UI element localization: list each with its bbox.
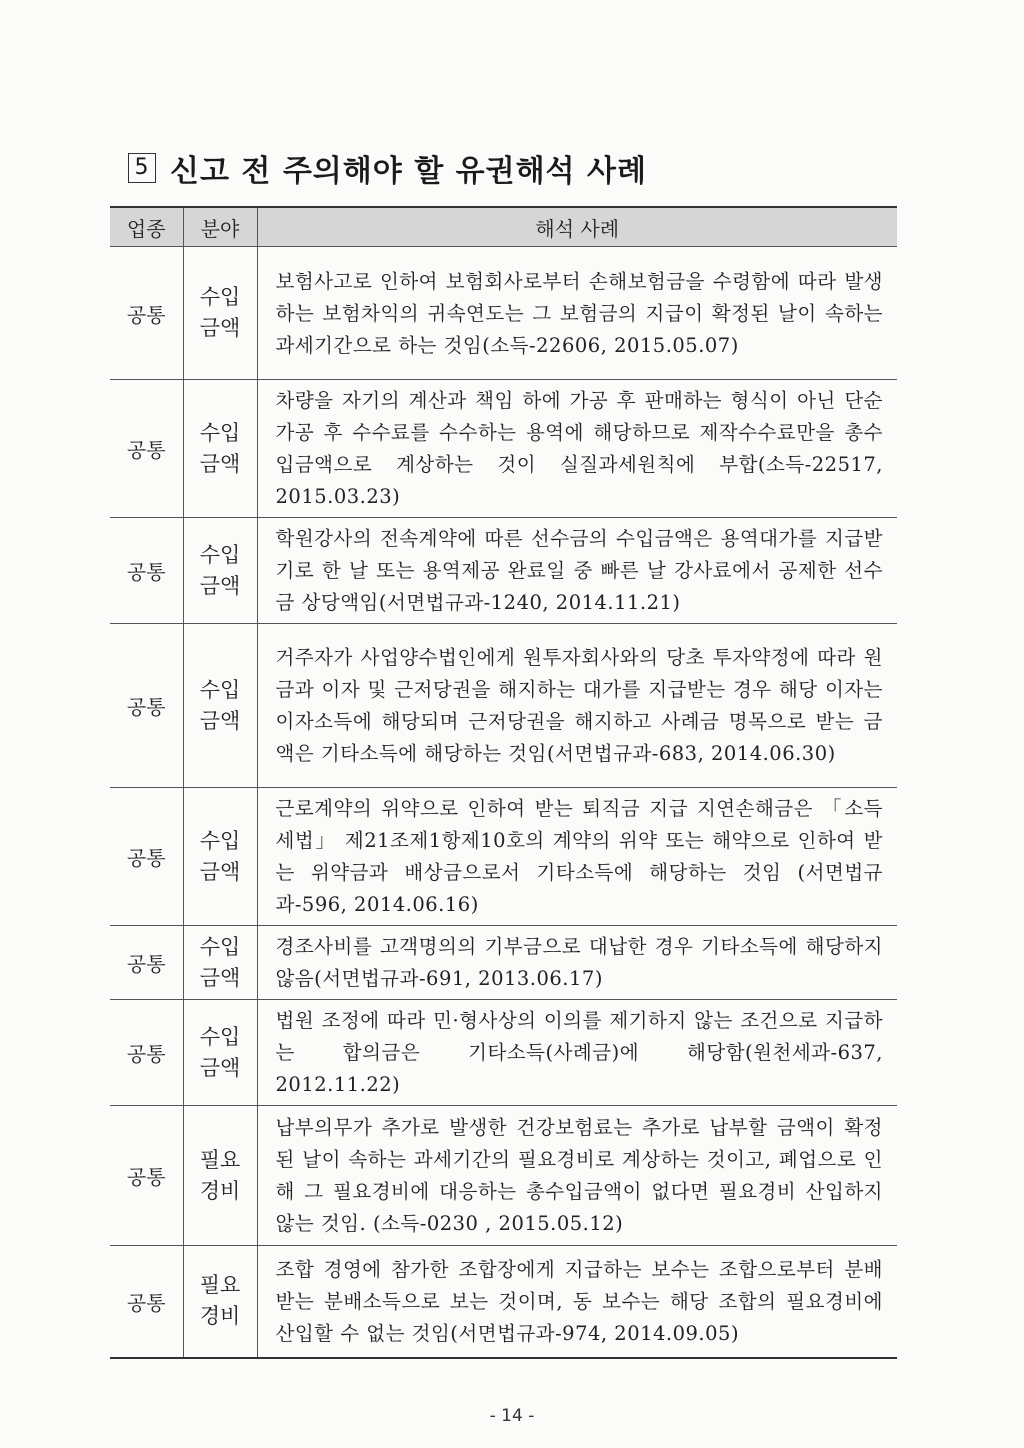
table-row [110, 247, 897, 380]
page-number: - 14 - [489, 1406, 535, 1426]
table-row [110, 926, 897, 1000]
industry-cell: 공통 [110, 1000, 183, 1106]
case-text-cell: 납부의무가 추가로 발생한 건강보험료는 추가로 납부할 금액이 확정된 날이 속하는 과세기간의 필요경비로 계상하는 것이고, 폐업으로 인해 그 필요경비에 대응하는 총수입금액이 없다면 필요경비 산입하지 않는 것임. (소득-0230 , 2015.05.12) [257, 1106, 897, 1246]
section-title [128, 146, 647, 190]
table-row [110, 788, 897, 926]
field-cell: 수입 금액 [183, 788, 257, 926]
table-header-row [110, 207, 897, 247]
interpretation-cases-table [110, 206, 897, 1359]
field-cell: 수입 금액 [183, 1000, 257, 1106]
field-cell: 수입 금액 [183, 624, 257, 788]
table-row [110, 1106, 897, 1246]
field-cell: 필요 경비 [183, 1106, 257, 1246]
case-text-cell: 법원 조정에 따라 민·형사상의 이의를 제기하지 않는 조건으로 지급하는 합의금은 기타소득(사례금)에 해당함(원천세과-637, 2012.11.22) [257, 1000, 897, 1106]
field-cell: 수입 금액 [183, 518, 257, 624]
header-industry: 업종 [110, 207, 183, 247]
industry-cell: 공통 [110, 788, 183, 926]
industry-cell: 공통 [110, 1106, 183, 1246]
case-text-cell: 학원강사의 전속계약에 따른 선수금의 수입금액은 용역대가를 지급받기로 한 날 또는 용역제공 완료일 중 빠른 날 강사료에서 공제한 선수금 상당액임(서면법규과-1240, 2014.11.21) [257, 518, 897, 624]
header-case: 해석 사례 [257, 207, 897, 247]
case-text-cell: 차량을 자기의 계산과 책임 하에 가공 후 판매하는 형식이 아닌 단순 가공 후 수수료를 수수하는 용역에 해당하므로 제작수수료만을 총수입금액으로 계상하는 것이 실질과세원칙에 부합(소득-22517, 2015.03.23) [257, 380, 897, 518]
section-number-box: 5 [128, 153, 156, 183]
industry-cell: 공통 [110, 247, 183, 380]
field-cell: 필요 경비 [183, 1246, 257, 1358]
case-text-cell: 근로계약의 위약으로 인하여 받는 퇴직금 지급 지연손해금은 「소득세법」 제21조제1항제10호의 계약의 위약 또는 해약으로 인하여 받는 위약금과 배상금으로서 기타소득에 해당하는 것임 (서면법규과-596, 2014.06.16) [257, 788, 897, 926]
table-row [110, 624, 897, 788]
section-title-text: 신고 전 주의해야 할 유권해석 사례 [170, 154, 647, 189]
table-row [110, 518, 897, 624]
case-text-cell: 경조사비를 고객명의의 기부금으로 대납한 경우 기타소득에 해당하지 않음(서면법규과-691, 2013.06.17) [257, 926, 897, 1000]
case-text-cell: 보험사고로 인하여 보험회사로부터 손해보험금을 수령함에 따라 발생하는 보험차익의 귀속연도는 그 보험금의 지급이 확정된 날이 속하는 과세기간으로 하는 것임(소득-22606, 2015.05.07) [257, 247, 897, 380]
table-row [110, 1000, 897, 1106]
industry-cell: 공통 [110, 1246, 183, 1358]
table-row [110, 380, 897, 518]
field-cell: 수입 금액 [183, 380, 257, 518]
industry-cell: 공통 [110, 380, 183, 518]
industry-cell: 공통 [110, 518, 183, 624]
table-row [110, 1246, 897, 1358]
industry-cell: 공통 [110, 926, 183, 1000]
case-text-cell: 조합 경영에 참가한 조합장에게 지급하는 보수는 조합으로부터 분배받는 분배소득으로 보는 것이며, 동 보수는 해당 조합의 필요경비에 산입할 수 없는 것임(서면법규과-974, 2014.09.05) [257, 1246, 897, 1358]
field-cell: 수입 금액 [183, 926, 257, 1000]
field-cell: 수입 금액 [183, 247, 257, 380]
industry-cell: 공통 [110, 624, 183, 788]
case-text-cell: 거주자가 사업양수법인에게 원투자회사와의 당초 투자약정에 따라 원금과 이자 및 근저당권을 해지하는 대가를 지급받는 경우 해당 이자는 이자소득에 해당되며 근저당권을 해지하고 사례금 명목으로 받는 금액은 기타소득에 해당하는 것임(서면법규과-683, 2014.06.30) [257, 624, 897, 788]
header-field: 분야 [183, 207, 257, 247]
